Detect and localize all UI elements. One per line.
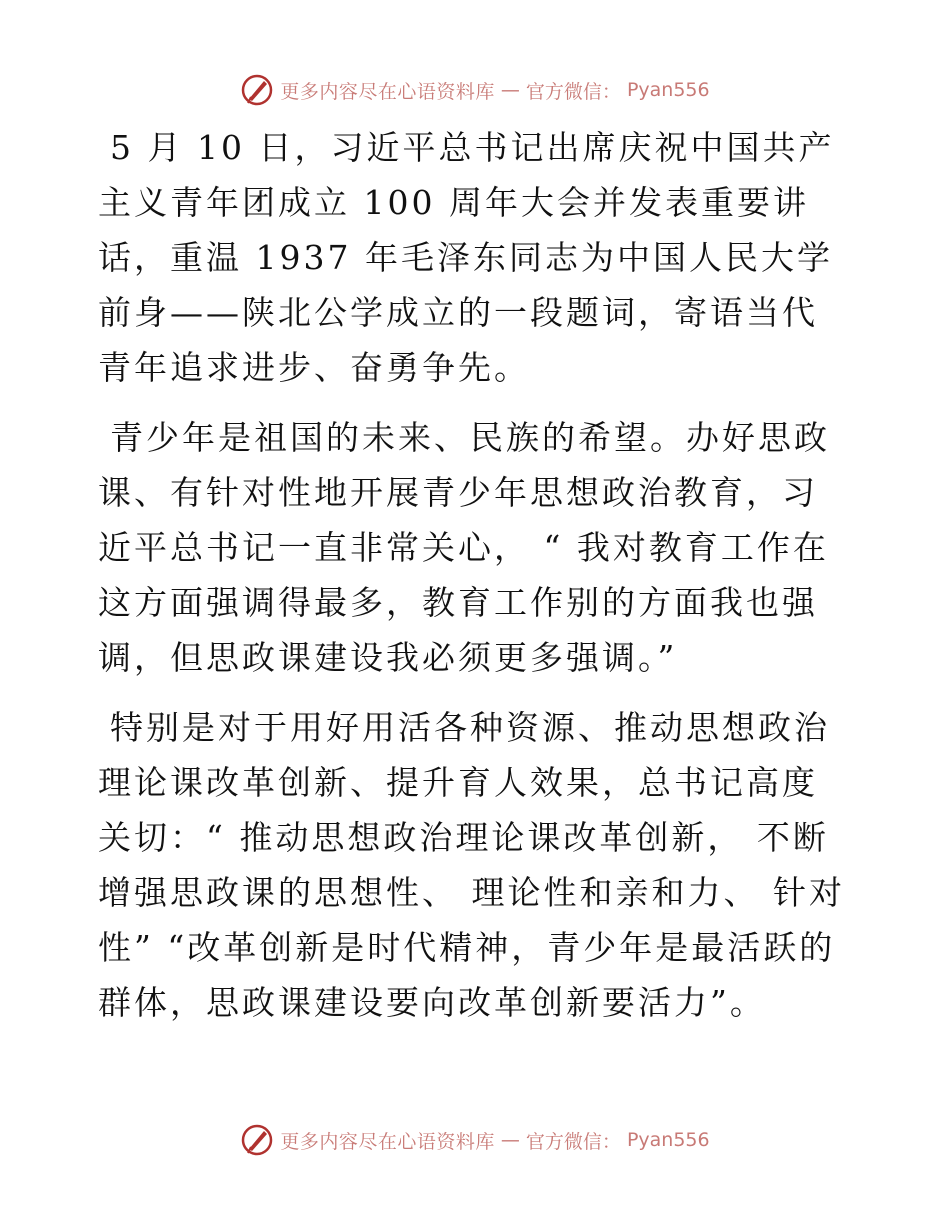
banner-wechat-label: 官方微信： xyxy=(525,1130,621,1153)
banner-brand-text: 更多内容尽在心语资料库 xyxy=(280,80,495,103)
banner-wechat-id: Pyan556 xyxy=(626,79,710,101)
banner-wechat-label: 官方微信： xyxy=(525,80,621,103)
paragraph-3: 特别是对于用好用活各种资源、推动思想政治理论课改革创新、提升育人效果，总书记高度关切：“ 推动思想政治理论课改革创新， 不断增强思政课的思想性、 理论性和亲和力、 针对性” “改革创新是时代精神，青少年是最活跃的群体，思政课建设要向改革创新要活力”。 xyxy=(98,708,845,1022)
quill-logo-icon xyxy=(240,1123,274,1157)
banner-separator: — xyxy=(500,1129,520,1151)
banner-separator: — xyxy=(500,79,520,101)
paragraph-2: 青少年是祖国的未来、民族的希望。办好思政课、有针对性地开展青少年思想政治教育，习近平总书记一直非常关心， “ 我对教育工作在这方面强调得最多，教育工作别的方面我也强调，但思政课建设我必须更多强调。” xyxy=(98,418,830,677)
header-banner xyxy=(0,70,950,110)
document-body xyxy=(98,120,850,1045)
paragraph-1: 5 月 10 日，习近平总书记出席庆祝中国共产主义青年团成立 100 周年大会并发表重要讲话，重温 1937 年毛泽东同志为中国人民大学前身——陕北公学成立的一段题词，寄语当代青年追求进步、奋勇争先。 xyxy=(98,128,835,387)
quill-logo-icon xyxy=(240,73,274,107)
footer-banner xyxy=(0,1120,950,1160)
banner-brand-text: 更多内容尽在心语资料库 xyxy=(280,1130,495,1153)
banner-wechat-id: Pyan556 xyxy=(626,1129,710,1151)
